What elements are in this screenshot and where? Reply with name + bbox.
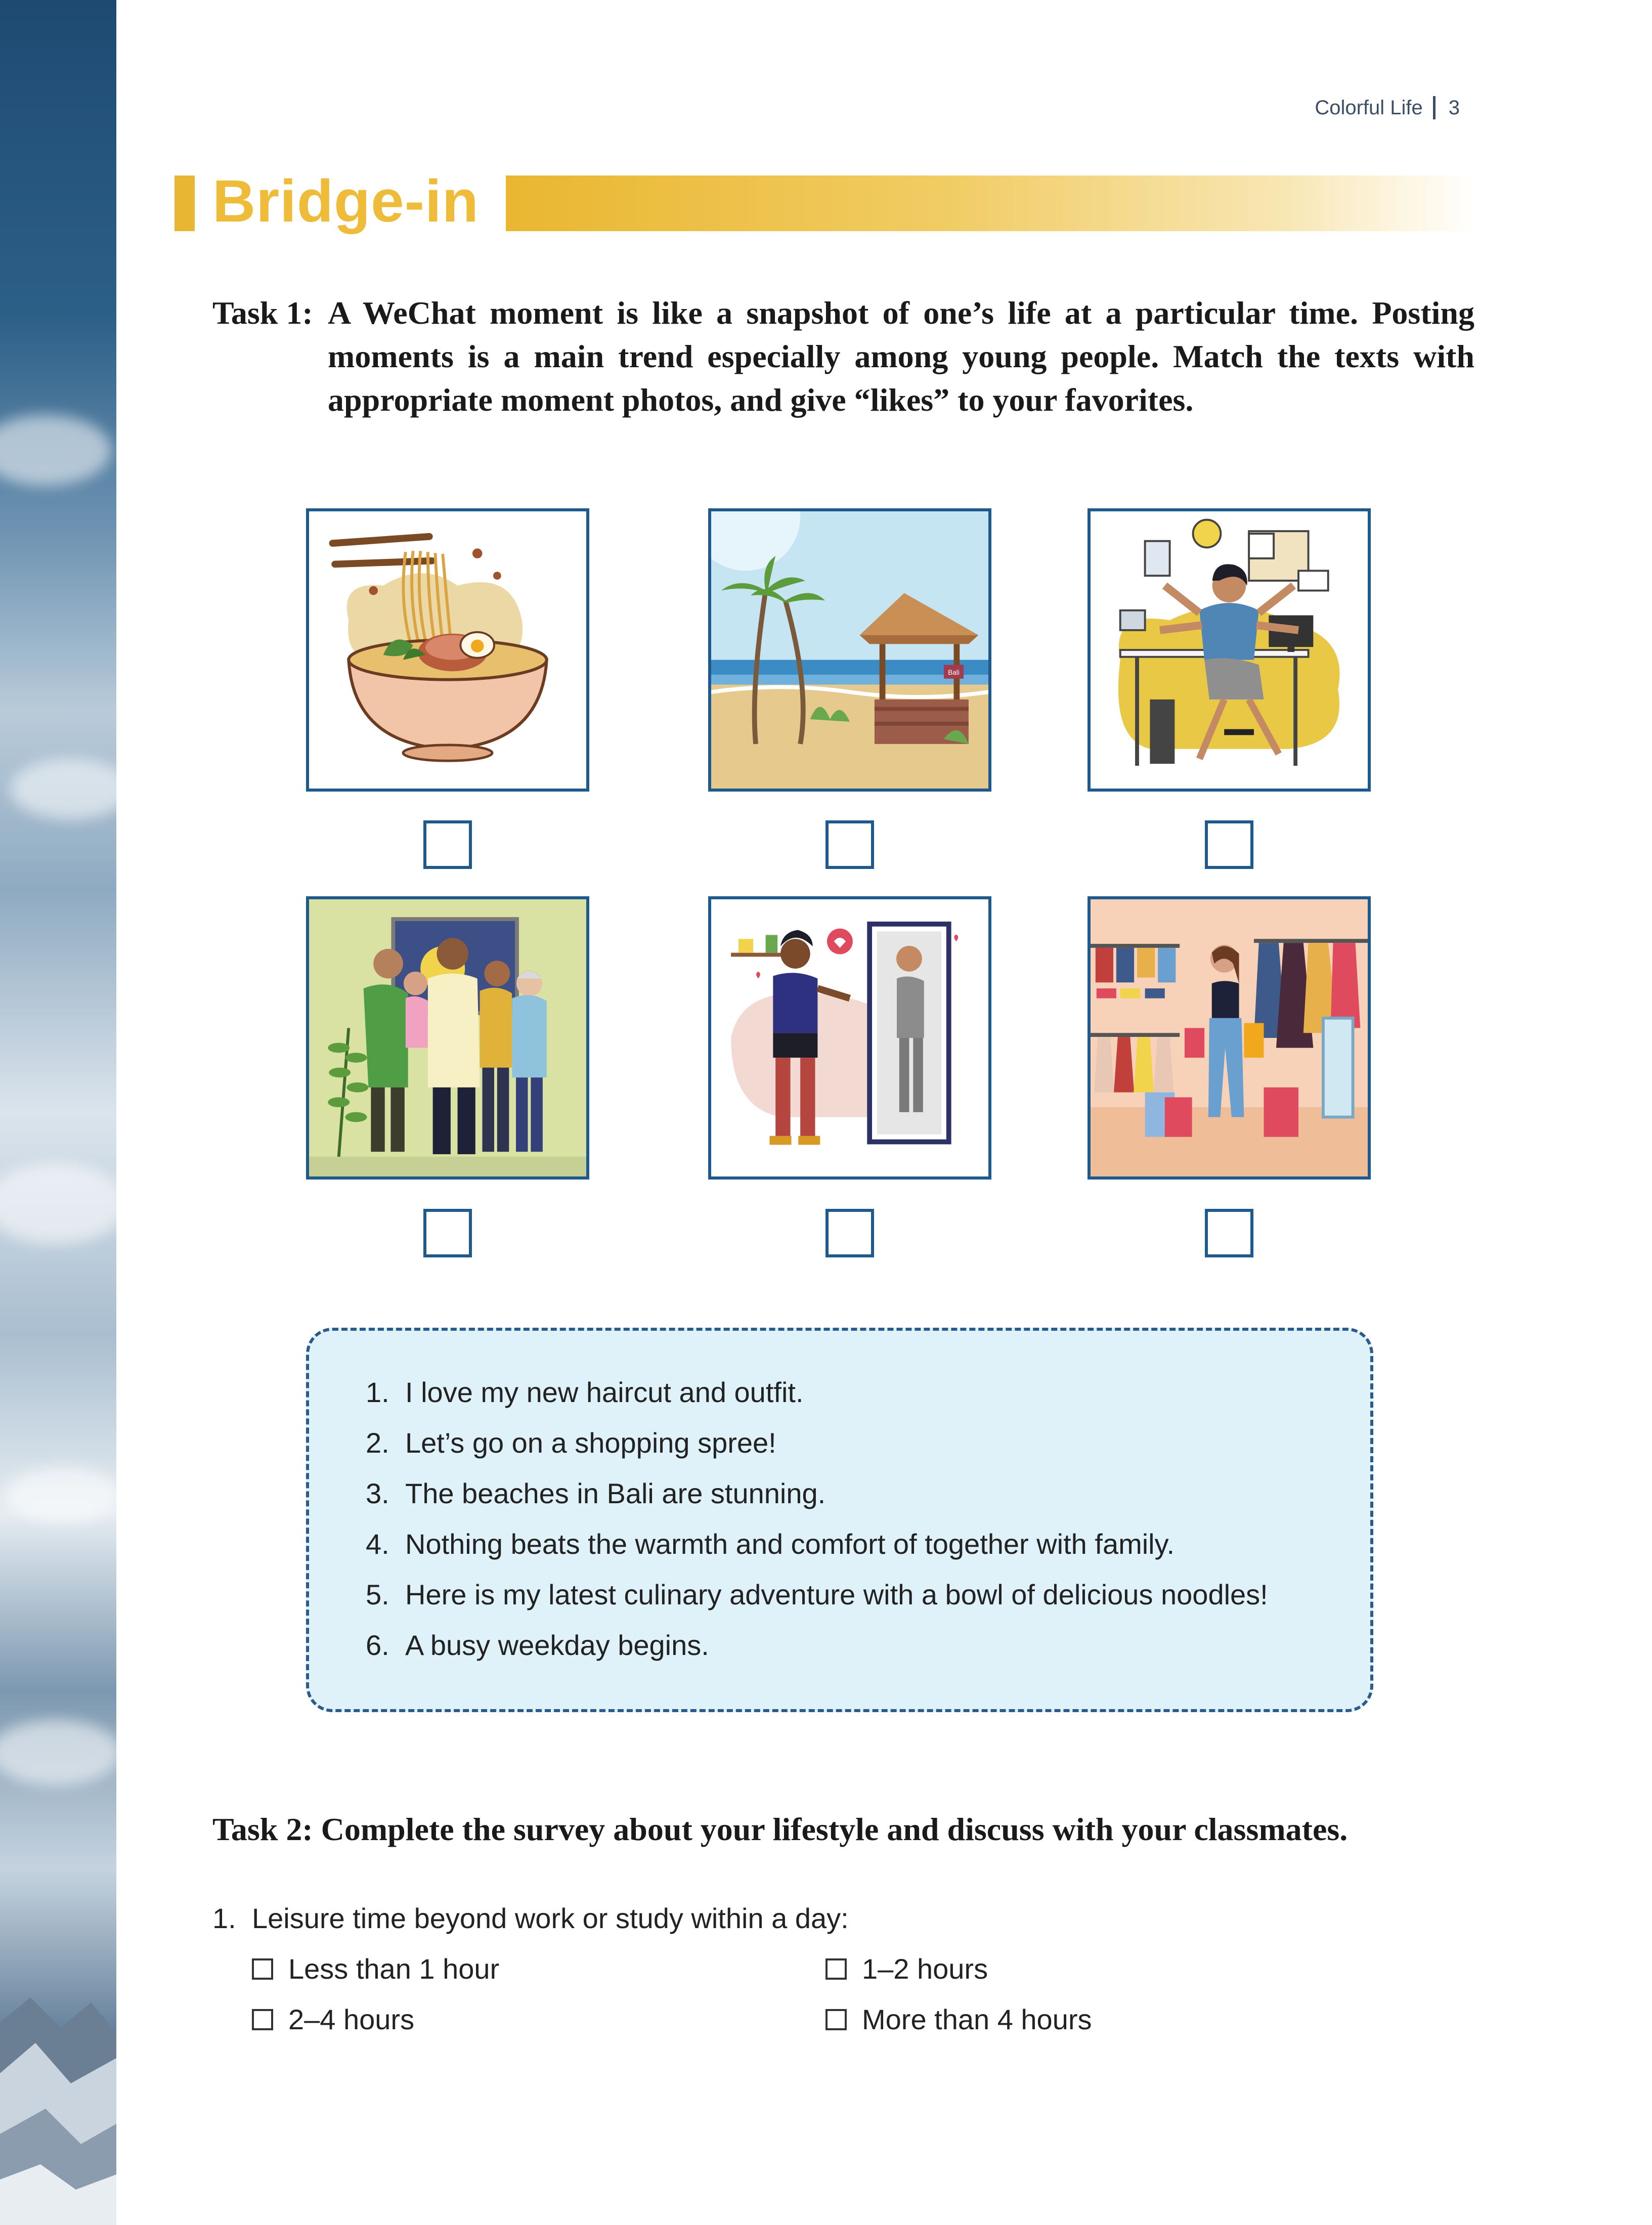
task2-instructions: Task 2: Complete the survey about your lifestyle and discuss with your classmates.	[212, 1811, 1348, 1847]
decorative-sky-sidebar	[0, 0, 116, 2225]
moment-texts-list	[309, 1331, 1370, 1671]
match-checkbox-5[interactable]	[825, 1209, 874, 1257]
item-number: 1.	[366, 1376, 389, 1408]
checkbox-icon[interactable]	[252, 1958, 273, 1980]
bali-beach-illustration	[711, 511, 988, 789]
title-gradient-bar	[506, 176, 1477, 231]
task1-text: A WeChat moment is like a snapshot of one’s life at a particular time. Posting moments is a main trend especially among young people. Match the texts with appropriate moment photos, and give “likes” to your favorites.	[328, 295, 1474, 418]
list-item	[366, 1367, 1370, 1418]
photo-noodle-bowl[interactable]	[306, 508, 589, 792]
match-checkbox-6[interactable]	[1205, 1209, 1253, 1257]
option-label: More than 4 hours	[862, 2003, 1092, 2035]
survey-option[interactable]	[252, 2003, 414, 2036]
shopping-illustration	[1091, 899, 1368, 1176]
survey-question-1	[212, 1902, 849, 1935]
list-item	[366, 1569, 1370, 1620]
family-illustration	[309, 899, 586, 1176]
bali-sign-text: Bali	[948, 668, 960, 676]
match-checkbox-2[interactable]	[825, 820, 874, 869]
checkbox-icon[interactable]	[252, 2009, 273, 2030]
item-number: 3.	[366, 1477, 389, 1509]
item-text: Nothing beats the warmth and comfort of together with family.	[405, 1528, 1175, 1560]
photo-family-group[interactable]	[306, 896, 589, 1180]
item-number: 6.	[366, 1629, 389, 1661]
mountain-illustration	[0, 1942, 116, 2225]
title-accent-mark	[175, 176, 195, 231]
section-title: Bridge-in	[212, 168, 479, 235]
mirror-haircut-illustration	[711, 899, 988, 1176]
section-name: Colorful Life	[1315, 96, 1423, 119]
photo-shopping-store[interactable]	[1088, 896, 1371, 1180]
item-text: I love my new haircut and outfit.	[405, 1376, 804, 1408]
question-text: Leisure time beyond work or study within a day:	[252, 1902, 849, 1934]
item-text: A busy weekday begins.	[405, 1629, 709, 1661]
list-item	[366, 1519, 1370, 1569]
photo-busy-office-woman[interactable]	[1088, 508, 1371, 792]
question-number: 1.	[212, 1902, 236, 1934]
list-item	[366, 1418, 1370, 1468]
photo-mirror-haircut[interactable]	[708, 896, 991, 1180]
list-item	[366, 1468, 1370, 1519]
checkbox-icon[interactable]	[825, 1958, 847, 1980]
item-number: 2.	[366, 1427, 389, 1459]
task1-label: Task 1:	[212, 295, 313, 331]
busy-office-illustration	[1091, 511, 1368, 789]
option-label: Less than 1 hour	[288, 1953, 500, 1985]
survey-option[interactable]	[252, 1952, 499, 1985]
item-text: Here is my latest culinary adventure with a bowl of delicious noodles!	[405, 1579, 1268, 1610]
item-text: Let’s go on a shopping spree!	[405, 1427, 776, 1459]
list-item	[366, 1620, 1370, 1671]
survey-option[interactable]	[825, 1952, 988, 1985]
option-label: 2–4 hours	[288, 2003, 415, 2035]
header-separator	[1433, 96, 1436, 119]
item-text: The beaches in Bali are stunning.	[405, 1477, 826, 1509]
noodle-bowl-illustration	[309, 511, 586, 789]
match-checkbox-1[interactable]	[423, 820, 472, 869]
running-header	[1315, 96, 1460, 119]
survey-option[interactable]	[825, 2003, 1092, 2036]
item-number: 5.	[366, 1579, 389, 1610]
task1-instructions	[212, 291, 1474, 422]
page-number: 3	[1448, 96, 1460, 119]
match-checkbox-4[interactable]	[423, 1209, 472, 1257]
item-number: 4.	[366, 1528, 389, 1560]
match-checkbox-3[interactable]	[1205, 820, 1253, 869]
option-label: 1–2 hours	[862, 1953, 988, 1985]
checkbox-icon[interactable]	[825, 2009, 847, 2030]
moment-texts-box	[306, 1328, 1373, 1712]
photo-bali-beach[interactable]	[708, 508, 991, 792]
